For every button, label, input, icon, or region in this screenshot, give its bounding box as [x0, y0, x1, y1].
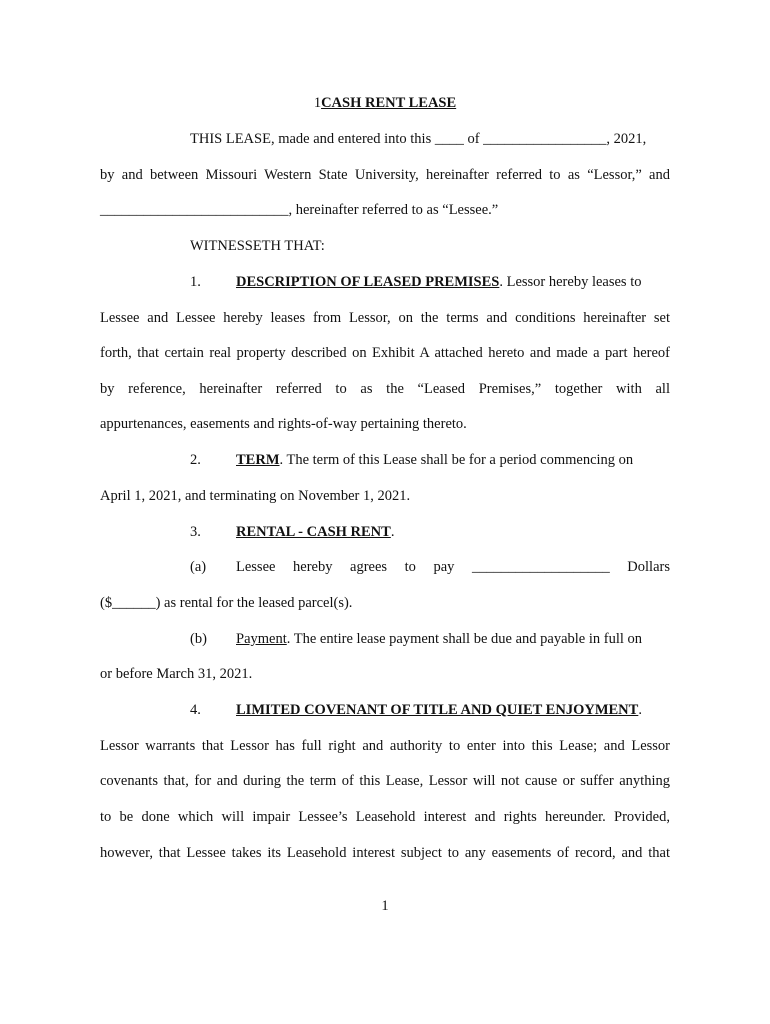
section-3a-line-2: ($______) as rental for the leased parcel(s). [100, 595, 353, 611]
section-3b-line-2: or before March 31, 2021. [100, 666, 253, 682]
section-4-lead [190, 701, 670, 719]
section-3a-label: (a) [190, 559, 207, 575]
section-4-tail: . [638, 702, 642, 718]
section-1-lead-text: . Lessor hereby leases to [499, 274, 642, 290]
section-2-heading: TERM [236, 452, 280, 468]
title-marker: 1 [313, 95, 322, 111]
section-3b-heading: Payment [236, 631, 287, 647]
section-1-line-3: forth, that certain real property described on Exhibit A attached hereto and made a part hereof [100, 345, 670, 361]
section-1-lead [190, 273, 670, 291]
section-3b-text: . The entire lease payment shall be due and payable in full on [286, 631, 643, 647]
section-3b-lead [190, 630, 670, 648]
title-text: CASH RENT LEASE [321, 95, 457, 111]
section-3a-lead [190, 558, 670, 576]
page-number: 1 [381, 898, 389, 914]
section-4-line-2: Lessor warrants that Lessor has full right and authority to enter into this Lease; and Lessor [100, 738, 670, 754]
section-3a-text: Lessee hereby agrees to pay ___________________ Dollars [236, 559, 670, 575]
section-1-line-2: Lessee and Lessee hereby leases from Lessor, on the terms and conditions hereinafter set [100, 310, 670, 326]
section-4-line-5: however, that Lessee takes its Leasehold interest subject to any easements of record, and that [100, 845, 670, 861]
section-2-lead-text: . The term of this Lease shall be for a period commencing on [279, 452, 634, 468]
section-2-line-2: April 1, 2021, and terminating on November 1, 2021. [100, 488, 411, 504]
section-3-lead [190, 523, 670, 541]
section-4-line-4: to be done which will impair Lessee’s Leasehold interest and rights hereunder. Provided, [100, 809, 670, 825]
section-4-number: 4. [190, 702, 201, 718]
page-title [0, 94, 770, 112]
intro-line-2: by and between Missouri Western State University, hereinafter referred to as “Lessor,” and [100, 167, 670, 183]
section-3-tail: . [390, 524, 395, 540]
section-1-heading: DESCRIPTION OF LEASED PREMISES [236, 274, 500, 290]
intro-line-1: THIS LEASE, made and entered into this ____ of _________________, 2021, [190, 131, 647, 147]
section-4-line-3: covenants that, for and during the term of this Lease, Lessor will not cause or suffer anything [100, 773, 670, 789]
section-3-heading: RENTAL - CASH RENT [236, 524, 391, 540]
intro-line-3: __________________________, hereinafter referred to as “Lessee.” [100, 202, 499, 218]
section-1-number: 1. [190, 274, 201, 290]
section-1-line-5: appurtenances, easements and rights-of-way pertaining thereto. [100, 416, 467, 432]
section-3b-label: (b) [190, 631, 207, 647]
section-3-number: 3. [190, 524, 201, 540]
section-2-number: 2. [190, 452, 201, 468]
section-1-line-4: by reference, hereinafter referred to as the “Leased Premises,” together with all [100, 381, 670, 397]
section-2-lead [190, 451, 670, 469]
witnesseth-heading: WITNESSETH THAT: [190, 238, 325, 254]
section-4-heading: LIMITED COVENANT OF TITLE AND QUIET ENJOYMENT [236, 702, 639, 718]
